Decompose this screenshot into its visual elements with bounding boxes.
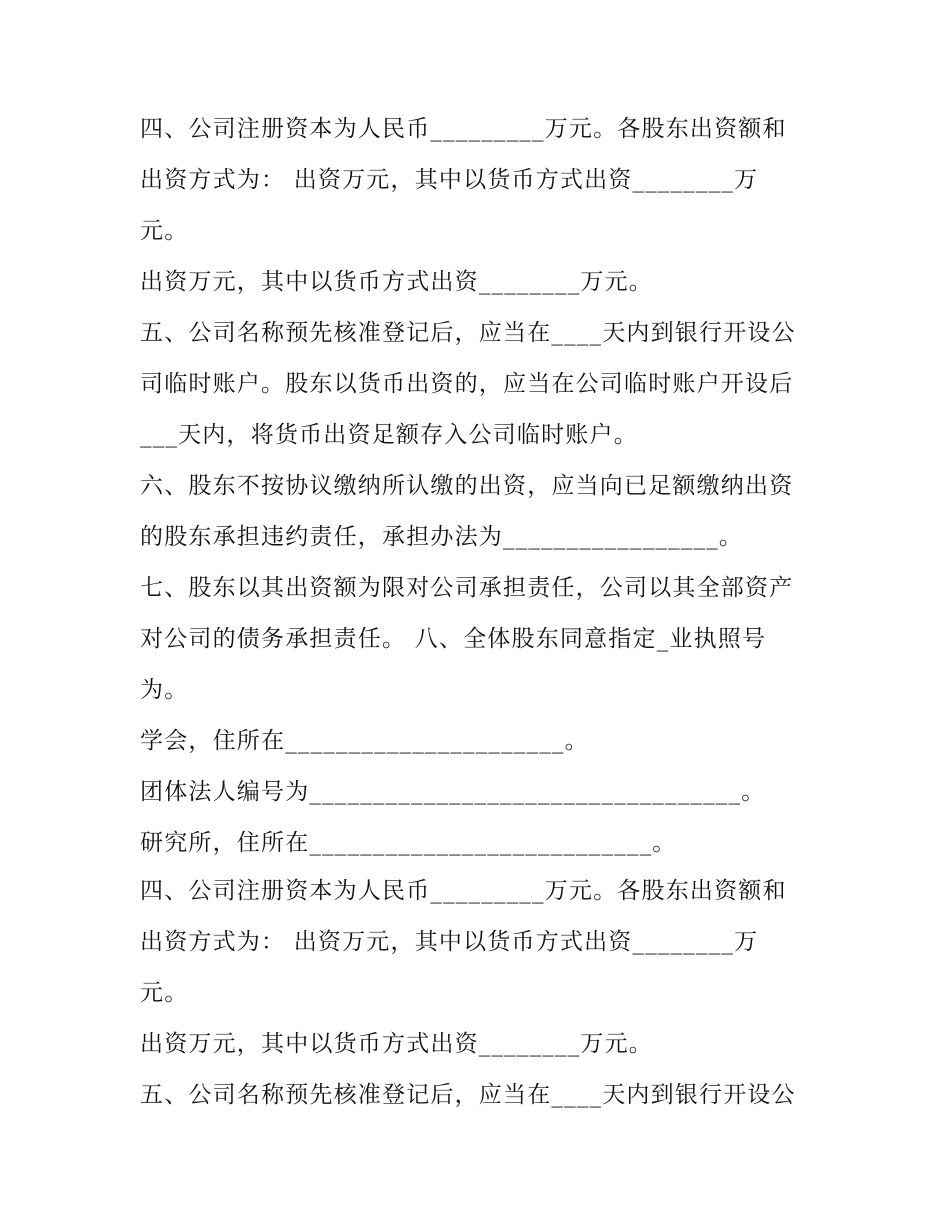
paragraph-line: 团体法人编号为__________________________________。	[140, 779, 766, 805]
paragraph-line: 元。	[140, 218, 189, 244]
paragraph-line: 元。	[140, 980, 189, 1006]
paragraph-line: 五、公司名称预先核准登记后，应当在____天内到银行开设公	[140, 1082, 796, 1108]
paragraph-line: 司临时账户。股东以货币出资的，应当在公司临时账户开设后	[140, 371, 794, 397]
paragraph-line: 四、公司注册资本为人民币_________万元。各股东出资额和	[140, 116, 787, 142]
paragraph-line: 对公司的债务承担责任。 八、全体股东同意指定_业执照号	[140, 626, 767, 652]
paragraph-line: 五、公司名称预先核准登记后，应当在____天内到银行开设公	[140, 320, 796, 346]
paragraph-line: 四、公司注册资本为人民币_________万元。各股东出资额和	[140, 878, 787, 904]
paragraph-line: 学会，住所在______________________。	[140, 728, 589, 754]
paragraph-line: 六、股东不按协议缴纳所认缴的出资，应当向已足额缴纳出资	[140, 473, 794, 499]
paragraph-line: 七、股东以其出资额为限对公司承担责任，公司以其全部资产	[140, 575, 794, 601]
paragraph-line: 的股东承担违约责任，承担办法为_________________。	[140, 524, 744, 550]
paragraph-line: 为。	[140, 677, 189, 703]
paragraph-line: 出资万元，其中以货币方式出资________万元。	[140, 269, 653, 295]
paragraph-line: 出资方式为： 出资万元，其中以货币方式出资________万	[140, 167, 759, 193]
paragraph-line: ___天内，将货币出资足额存入公司临时账户。	[140, 422, 638, 448]
paragraph-line: 研究所，住所在___________________________。	[140, 830, 677, 856]
paragraph-line: 出资方式为： 出资万元，其中以货币方式出资________万	[140, 929, 759, 955]
paragraph-line: 出资万元，其中以货币方式出资________万元。	[140, 1031, 653, 1057]
